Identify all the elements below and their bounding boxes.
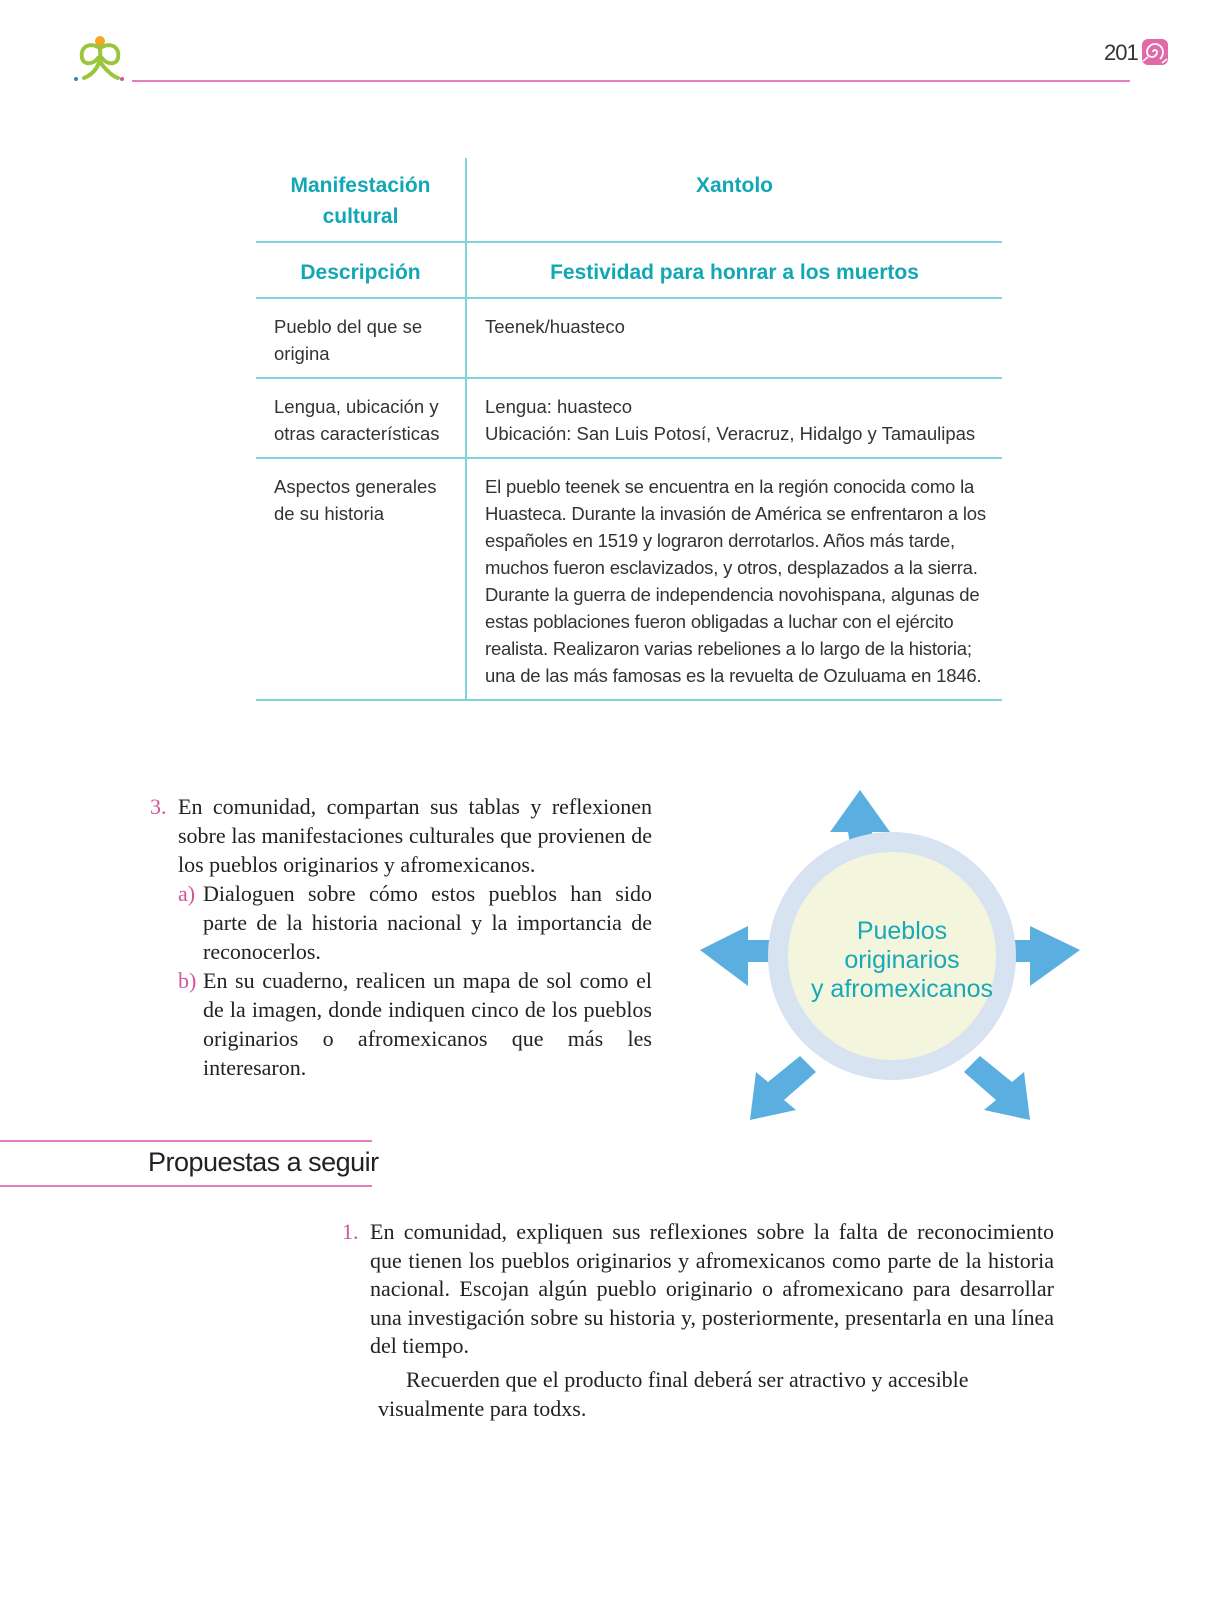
- arrow-down-right-icon: [964, 1056, 1030, 1120]
- table-header-value: Xantolo: [466, 158, 1002, 242]
- proposal-item: [342, 1218, 1054, 1361]
- table-header-value: Festividad para honrar a los muertos: [466, 242, 1002, 298]
- table-cell-label: Pueblo del que se origina: [256, 298, 466, 378]
- activity-number: 3.: [150, 794, 167, 819]
- table-header-label: Manifestación cultural: [256, 158, 466, 242]
- section-title: Propuestas a seguir: [148, 1147, 379, 1177]
- table-cell-value: Teenek/huasteco: [466, 298, 1002, 378]
- table-row: [256, 298, 1002, 378]
- center-label-line: y afromexicanos: [810, 975, 994, 1003]
- sub-item-a: [178, 879, 652, 966]
- reminder-paragraph: Recuerden que el producto final deberá ser atractivo y accesible visualmente para todxs.: [378, 1367, 969, 1421]
- table-row: [256, 242, 1002, 298]
- page-number: 201: [1104, 40, 1138, 65]
- table-cell-label: Aspectos generales de su historia: [256, 458, 466, 700]
- cultural-manifestation-table: [256, 158, 1002, 701]
- sub-item-letter: a): [178, 881, 196, 906]
- section-rule-top: [0, 1140, 372, 1142]
- sub-item-letter: b): [178, 968, 197, 993]
- sprout-logo-icon: [72, 32, 128, 88]
- table-cell-label: Lengua, ubicación y otras características: [256, 378, 466, 458]
- table-row: [256, 378, 1002, 458]
- table-row: [256, 458, 1002, 700]
- activity-item: [150, 792, 652, 1082]
- location-line: Ubicación: San Luis Potosí, Veracruz, Hidalgo y Tamaulipas: [485, 423, 976, 444]
- section-rule-bottom: [0, 1185, 372, 1187]
- sun-map-center-label: [790, 917, 1014, 1004]
- sub-item-text: Dialoguen sobre cómo estos pueblos han sido parte de la historia nacional y la importancia de reconocerlos.: [203, 881, 652, 964]
- table-row: [256, 158, 1002, 242]
- spiral-glyph-icon: [1140, 37, 1170, 67]
- proposal-number: 1.: [342, 1219, 359, 1244]
- arrow-left-icon: [700, 926, 776, 986]
- proposal-text: En comunidad, expliquen sus reflexiones sobre la falta de reconocimiento que tienen los pueblos originarios y afromexicanos como parte de la historia nacional. Escojan algún pueblo originario o afromexicano para desarrollar una investigación sobre su historia y, posteriormente, presentarla en una línea del tiempo.: [370, 1219, 1054, 1358]
- activity-text: En comunidad, compartan sus tablas y reflexionen sobre las manifestaciones culturales que provienen de los pueblos originarios y afromexicanos.: [178, 794, 652, 877]
- table-header-label: Descripción: [256, 242, 466, 298]
- arrow-down-left-icon: [750, 1056, 816, 1120]
- table-cell-value: [466, 378, 1002, 458]
- sub-item-b: [178, 966, 652, 1082]
- arrow-right-icon: [1010, 926, 1080, 986]
- center-label-line: Pueblos: [856, 917, 948, 945]
- table-cell-value: El pueblo teenek se encuentra en la región conocida como la Huasteca. Durante la invasión de América se enfrentaron a los españoles en 1519 y lograron derrotarlos. Años más tarde, muchos fueron esclavizados, y otros, desplazados a la sierra. Durante la guerra de independencia novohispana, algunas de estas poblaciones fueron obligadas a luchar con el ejército realista. Realizaron varias rebeliones a lo largo de la historia; una de las más famosas es la revuelta de Ozuluama en 1846.: [466, 458, 1002, 700]
- language-line: Lengua: huasteco: [485, 396, 633, 417]
- sub-item-text: En su cuaderno, realicen un mapa de sol como el de la imagen, donde indiquen cinco de los pueblos originarios o afromexicanos que más les interesaron.: [203, 968, 652, 1080]
- header-rule: [132, 80, 1130, 82]
- center-label-line: originarios: [844, 946, 960, 974]
